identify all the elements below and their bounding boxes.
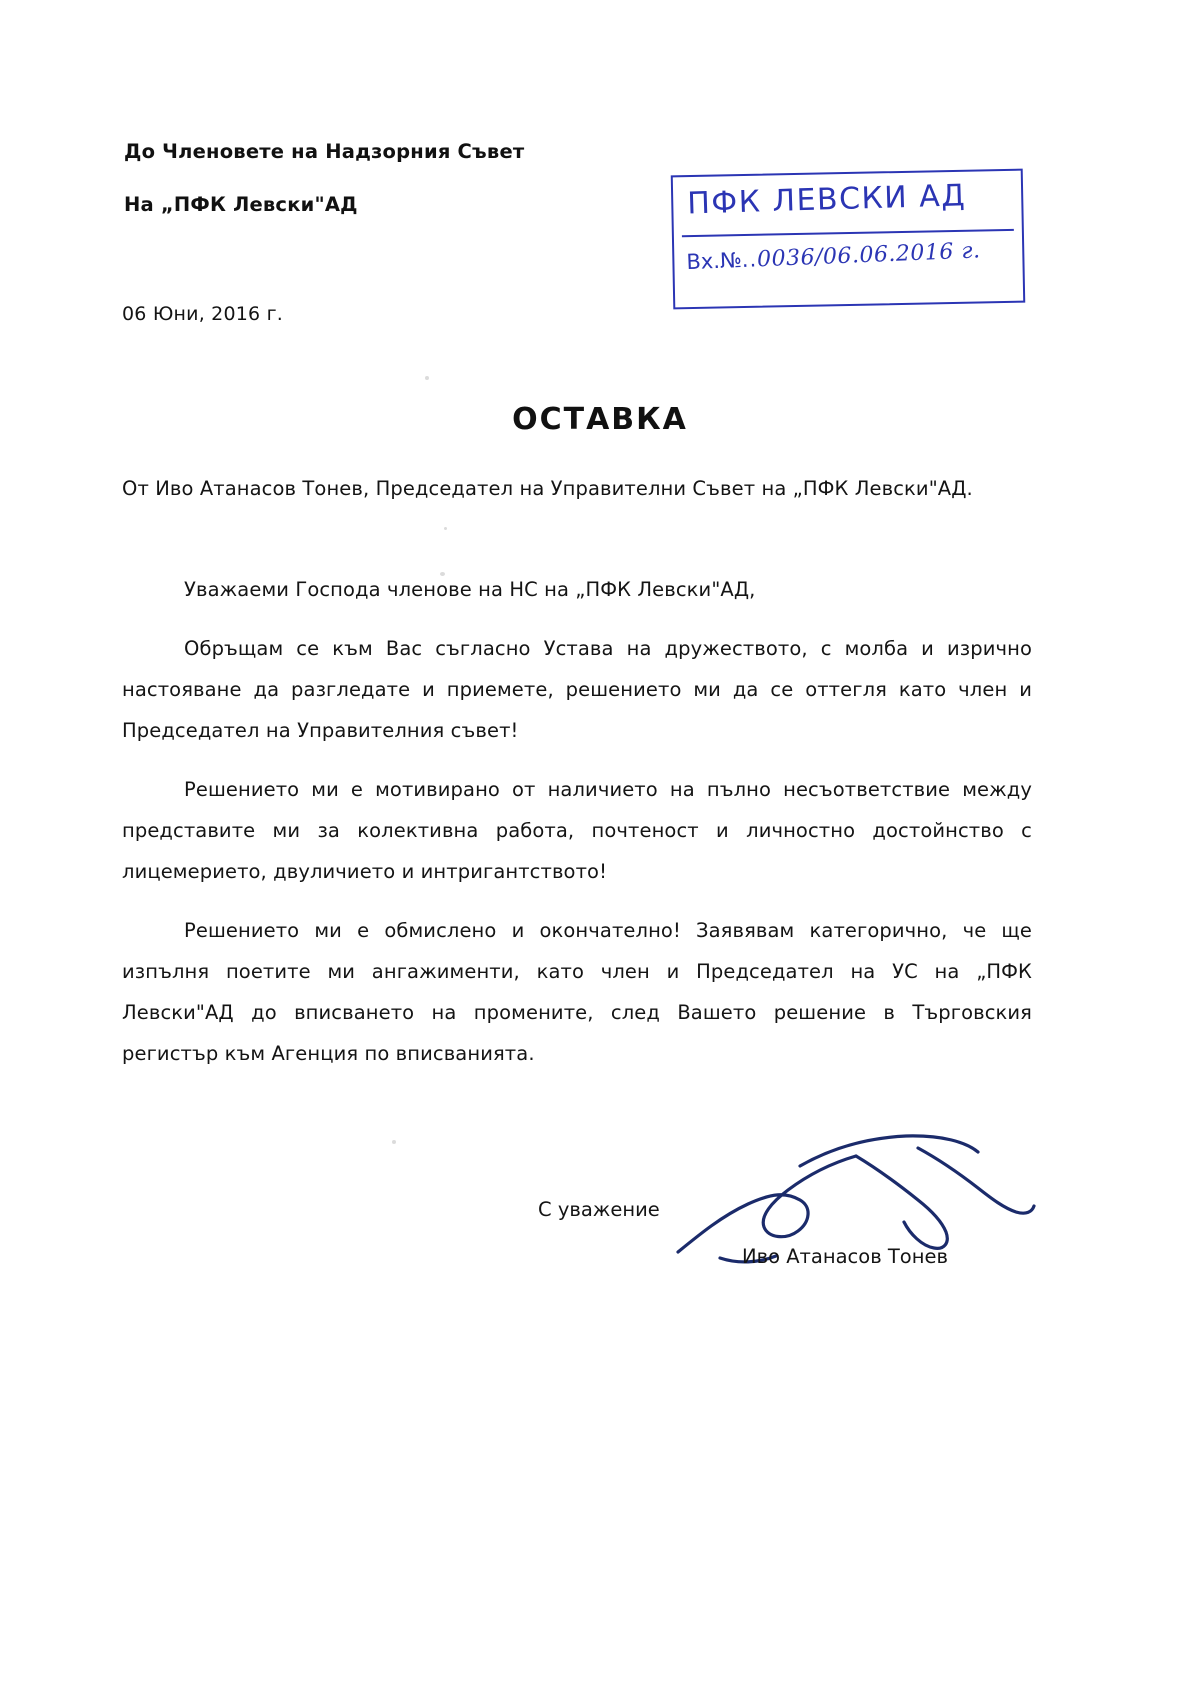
signature-area <box>0 1140 1200 1320</box>
signature-name: Иво Атанасов Тонев <box>742 1245 948 1268</box>
stamp-dots: .. <box>741 247 758 272</box>
addressee-block <box>124 140 684 247</box>
stamp-company-name: ПФК ЛЕВСКИ АД <box>686 178 967 222</box>
addressee-line-2: На „ПФК Левски"АД <box>124 193 358 217</box>
body-paragraph-2: Решението ми е мотивирано от наличието на пълно несъответствие между представите ми за колективна работа, почтеност и личностно достойнство с лицемерието, двуличието и интригантството! <box>122 778 1032 883</box>
scan-speck <box>425 376 429 380</box>
stamp-number-value: 0036 <box>756 245 816 273</box>
intro-paragraph: От Иво Атанасов Тонев, Председател на Управителни Съвет на „ПФК Левски"АД. <box>122 477 973 500</box>
incoming-stamp <box>671 169 1026 310</box>
body-paragraph-1: Обръщам се към Вас съгласно Устава на дружеството, с молба и изрично настояване да разгледате и приемете, решението ми да се оттегля като член и Председател на Управителния съвет! <box>122 637 1032 742</box>
document-date: 06 Юни, 2016 г. <box>122 303 283 325</box>
stamp-separator: / <box>814 244 824 271</box>
stamp-date-value: 06.06.2016 г. <box>822 238 981 270</box>
body-paragraph-3: Решението ми е обмислено и окончателно! Заявявам категорично, че ще изпълня поетите ми ангажименти, като член и Председател на УС на „ПФК Левски"АД до вписването на промените, след Вашето решение в Търговския регистър към Агенция по вписванията. <box>122 919 1032 1065</box>
stamp-divider <box>682 229 1014 237</box>
signature-closing: С уважение <box>538 1198 660 1221</box>
stamp-inner <box>673 171 1023 308</box>
document-title: ОСТАВКА <box>512 402 688 437</box>
greeting-paragraph: Уважаеми Господа членове на НС на „ПФК Левски"АД, <box>184 578 756 601</box>
addressee-line-1: До Членовете на Надзорния Съвет <box>124 140 525 163</box>
document-body <box>122 468 1032 1074</box>
stamp-registration-line <box>686 238 981 275</box>
stamp-number-label: Вх.№ <box>685 247 743 275</box>
